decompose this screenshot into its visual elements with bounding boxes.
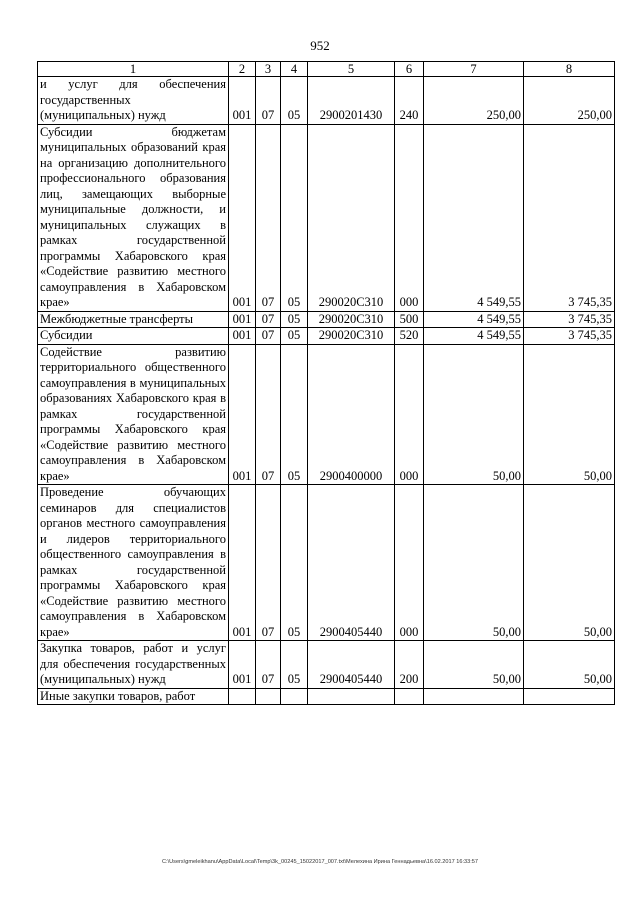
table-row [38, 485, 615, 641]
expense-type-cell: 240 [395, 77, 424, 125]
amount-col8-cell [524, 688, 615, 705]
row-name-cell: Межбюджетные трансферты [38, 311, 229, 328]
target-article-cell: 2900400000 [308, 344, 395, 485]
row-name-cell: Иные закупки товаров, работ [38, 688, 229, 705]
table-row [38, 328, 615, 345]
expense-type-cell: 500 [395, 311, 424, 328]
amount-col8-cell: 50,00 [524, 485, 615, 641]
target-article-cell: 2900405440 [308, 641, 395, 689]
subsection-code-cell: 05 [281, 311, 308, 328]
chapter-code-cell: 001 [229, 311, 256, 328]
subsection-code-cell: 05 [281, 328, 308, 345]
expense-type-cell: 000 [395, 485, 424, 641]
section-code-cell: 07 [256, 77, 281, 125]
section-code-cell: 07 [256, 124, 281, 311]
chapter-code-cell: 001 [229, 77, 256, 125]
amount-col8-cell: 3 745,35 [524, 311, 615, 328]
column-header: 1 [38, 62, 229, 77]
table-row [38, 124, 615, 311]
table-row [38, 344, 615, 485]
expense-type-cell: 000 [395, 344, 424, 485]
subsection-code-cell: 05 [281, 344, 308, 485]
table-row [38, 311, 615, 328]
subsection-code-cell: 05 [281, 641, 308, 689]
amount-col8-cell: 3 745,35 [524, 124, 615, 311]
section-code-cell: 07 [256, 641, 281, 689]
column-header: 3 [256, 62, 281, 77]
target-article-cell: 290020С310 [308, 328, 395, 345]
budget-table [37, 61, 615, 705]
expense-type-cell: 520 [395, 328, 424, 345]
amount-col7-cell: 4 549,55 [424, 124, 524, 311]
subsection-code-cell: 05 [281, 77, 308, 125]
column-header: 5 [308, 62, 395, 77]
amount-col8-cell: 50,00 [524, 344, 615, 485]
row-name-cell: Проведение обучающих семинаров для специалистов органов местного самоуправления и лидеров территориального общественного самоуправления в рамках государственной программы Хабаровского края «Содействие развитию местного самоуправления в Хабаровском крае» [38, 485, 229, 641]
target-article-cell: 2900405440 [308, 485, 395, 641]
amount-col7-cell: 4 549,55 [424, 328, 524, 345]
column-header: 7 [424, 62, 524, 77]
chapter-code-cell: 001 [229, 485, 256, 641]
amount-col8-cell: 250,00 [524, 77, 615, 125]
chapter-code-cell: 001 [229, 344, 256, 485]
column-header: 4 [281, 62, 308, 77]
amount-col7-cell: 50,00 [424, 641, 524, 689]
subsection-code-cell: 05 [281, 485, 308, 641]
row-name-cell: Субсидии бюджетам муниципальных образований края на организацию дополнительного профессионального образования лиц, замещающих выборные муниципальные должности, и муниципальных служащих в рамках государственной программы Хабаровского края «Содействие развитию местного самоуправления в Хабаровском крае» [38, 124, 229, 311]
section-code-cell [256, 688, 281, 705]
subsection-code-cell [281, 688, 308, 705]
row-name-cell: и услуг для обеспечения государственных (муниципальных) нужд [38, 77, 229, 125]
table-row [38, 641, 615, 689]
amount-col7-cell: 50,00 [424, 344, 524, 485]
row-name-cell: Содействие развитию территориального общественного самоуправления в муниципальных образованиях Хабаровского края в рамках государственной программы Хабаровского края «Содействие развитию местного самоуправления в Хабаровском крае» [38, 344, 229, 485]
chapter-code-cell [229, 688, 256, 705]
chapter-code-cell: 001 [229, 328, 256, 345]
amount-col7-cell: 250,00 [424, 77, 524, 125]
column-header: 8 [524, 62, 615, 77]
footer-file-path: C:\Users\gmeleikhanu\AppData\Local\Temp\3k_00245_15022017_007.txt\Мелехина Ирина Геннадьевна\16.02.2017 16:33:57 [161, 859, 479, 865]
target-article-cell: 2900201430 [308, 77, 395, 125]
page-number: 952 [310, 38, 330, 53]
amount-col7-cell: 50,00 [424, 485, 524, 641]
amount-col8-cell: 3 745,35 [524, 328, 615, 345]
target-article-cell: 290020С310 [308, 124, 395, 311]
target-article-cell: 290020С310 [308, 311, 395, 328]
section-code-cell: 07 [256, 328, 281, 345]
section-code-cell: 07 [256, 485, 281, 641]
column-header: 2 [229, 62, 256, 77]
amount-col8-cell: 50,00 [524, 641, 615, 689]
table-row [38, 77, 615, 125]
expense-type-cell: 200 [395, 641, 424, 689]
row-name-cell: Закупка товаров, работ и услуг для обеспечения государственных (муниципальных) нужд [38, 641, 229, 689]
section-code-cell: 07 [256, 311, 281, 328]
table-body [38, 62, 615, 705]
expense-type-cell: 000 [395, 124, 424, 311]
chapter-code-cell: 001 [229, 124, 256, 311]
amount-col7-cell: 4 549,55 [424, 311, 524, 328]
header-row [38, 62, 615, 77]
row-name-cell: Субсидии [38, 328, 229, 345]
chapter-code-cell: 001 [229, 641, 256, 689]
section-code-cell: 07 [256, 344, 281, 485]
table-row [38, 688, 615, 705]
target-article-cell [308, 688, 395, 705]
subsection-code-cell: 05 [281, 124, 308, 311]
amount-col7-cell [424, 688, 524, 705]
expense-type-cell [395, 688, 424, 705]
column-header: 6 [395, 62, 424, 77]
